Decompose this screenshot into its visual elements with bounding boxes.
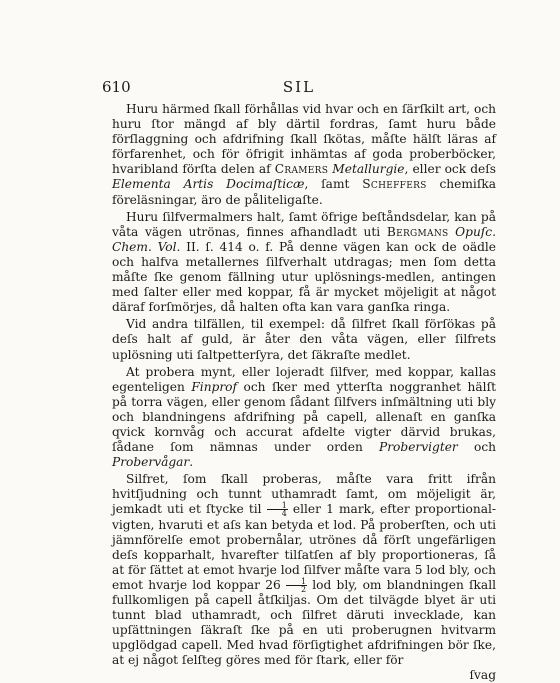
author-name: Scheffers	[362, 177, 427, 192]
page-header	[102, 78, 496, 96]
text-run: Huru härmed ſkall förhållas vid hvar och en ſärſkilt art, och huru ſtor mängd af bly därtil fordras, ſamt huru både förſlaggning och afdrifning ſkall ſkötas, måſte hälſt läras af förfarenhet, och för öfrigit inhämtas af goda proberböcker, hvaribland förſta delen af	[112, 102, 496, 177]
paragraph	[112, 102, 496, 208]
page-number: 610	[102, 78, 131, 96]
text-run: chemiſka föreläsningar, äro de påliteligaſte.	[112, 177, 496, 207]
italic-text: Probervigter	[379, 440, 458, 455]
italic-text: Opuſc. Chem. Vol.	[112, 224, 497, 254]
text-run: Huru ſilfvermalmers halt, ſamt öfrige beſtåndsdelar, kan på våta vägen utrönas, finnes afhandladt uti	[112, 209, 496, 239]
fraction	[286, 578, 307, 593]
text-block	[112, 102, 496, 683]
text-run: .	[189, 455, 194, 470]
fraction-numerator: 1	[286, 578, 307, 586]
italic-text: Finprof	[191, 379, 238, 394]
text-run: Vid andra tilfällen, til exempel: då ſilfret ſkall förſökas på deſs halt af guld, är åter den våta vägen, eller ſilfrets uplösning uti ſaltpetterſyra, det ſäkraſte medlet.	[112, 317, 496, 362]
text-run: At probera mynt, eller lojeradt ſilfver, med koppar, kallas egenteligen	[112, 364, 496, 394]
author-name: Bergmans	[386, 224, 449, 239]
italic-text: Probervågar	[112, 455, 190, 470]
catchword: ſvag	[469, 668, 496, 683]
paragraph	[112, 472, 496, 668]
italic-text: Elementa Artis Docimaſticæ	[112, 177, 305, 192]
fraction-numerator: 1	[267, 502, 288, 510]
text-run: II. ſ. 414 o. f. På denne vägen kan ock de oädle och halfva metallernes ſilfverhalt utdragas; men ſom detta måſte ſke genom fällning utur uplösnings-medlen, antingen med ſalter eller med koppar, få är mycket möjeligit at något däraf forſmörjes, då halten ofta kan vara ganſka ringa.	[112, 239, 496, 315]
text-run: och ſker med ytterſta noggranhet hälſt på torra vägen, eller genom ſådant ſilfvers inſmältning uti bly och blandningens afdrifning på capell, allenaſt en ganſka qvick kornvåg och accurat afdelte vigter därvid brukas, ſådane ſom nämnas under orden	[112, 379, 496, 455]
text-run: Silfret, ſom ſkall proberas, måſte vara fritt ifrån hvitſjudning och tunnt uthamradt ſamt, om möjeligit är, jemkadt uti et ſtycke til	[112, 472, 496, 517]
author-name: Cramers	[274, 162, 329, 177]
text-run: lod bly, om blandningen ſkall fullkomligen på capell åtſkiljas. Om det tilvägde blyet är uti tunnt blad uthamradt, och ſilfret däruti invecklade, kan upſättningen ſäkraſt ſke på en uti proberugnen hvitvarm upglödgad capell. Med hvad förſigtighet afdrifningen bör ſke, at ej något ſelſteg göres med för ſtark, eller för	[112, 577, 496, 668]
fraction	[267, 502, 288, 517]
paragraph	[112, 317, 496, 362]
paragraph	[112, 210, 496, 316]
text-run: och	[457, 440, 496, 455]
italic-text: Metallurgie	[332, 162, 405, 177]
text-run: eller 1 mark, efter proportional-vigten, hvaruti et aſs kan betyda et lod. På proberſten, och uti jämnförelſe emot probernålar, utrönes då förſt ungefärligen deſs kopparhalt, hvarefter tilſatſen af bly proportioneras, ſå at för ſättet at emot hvarje lod ſilfver måſte vara 5 lod bly, och emot hvarje lod koppar 26	[112, 502, 496, 592]
text-run: , eller ock deſs	[404, 162, 496, 177]
running-head: SIL	[282, 78, 316, 96]
fraction-denominator: 4	[281, 509, 287, 519]
fraction-denominator: 2	[300, 584, 307, 594]
paragraph	[112, 365, 496, 471]
text-run: , ſamt	[304, 177, 363, 192]
